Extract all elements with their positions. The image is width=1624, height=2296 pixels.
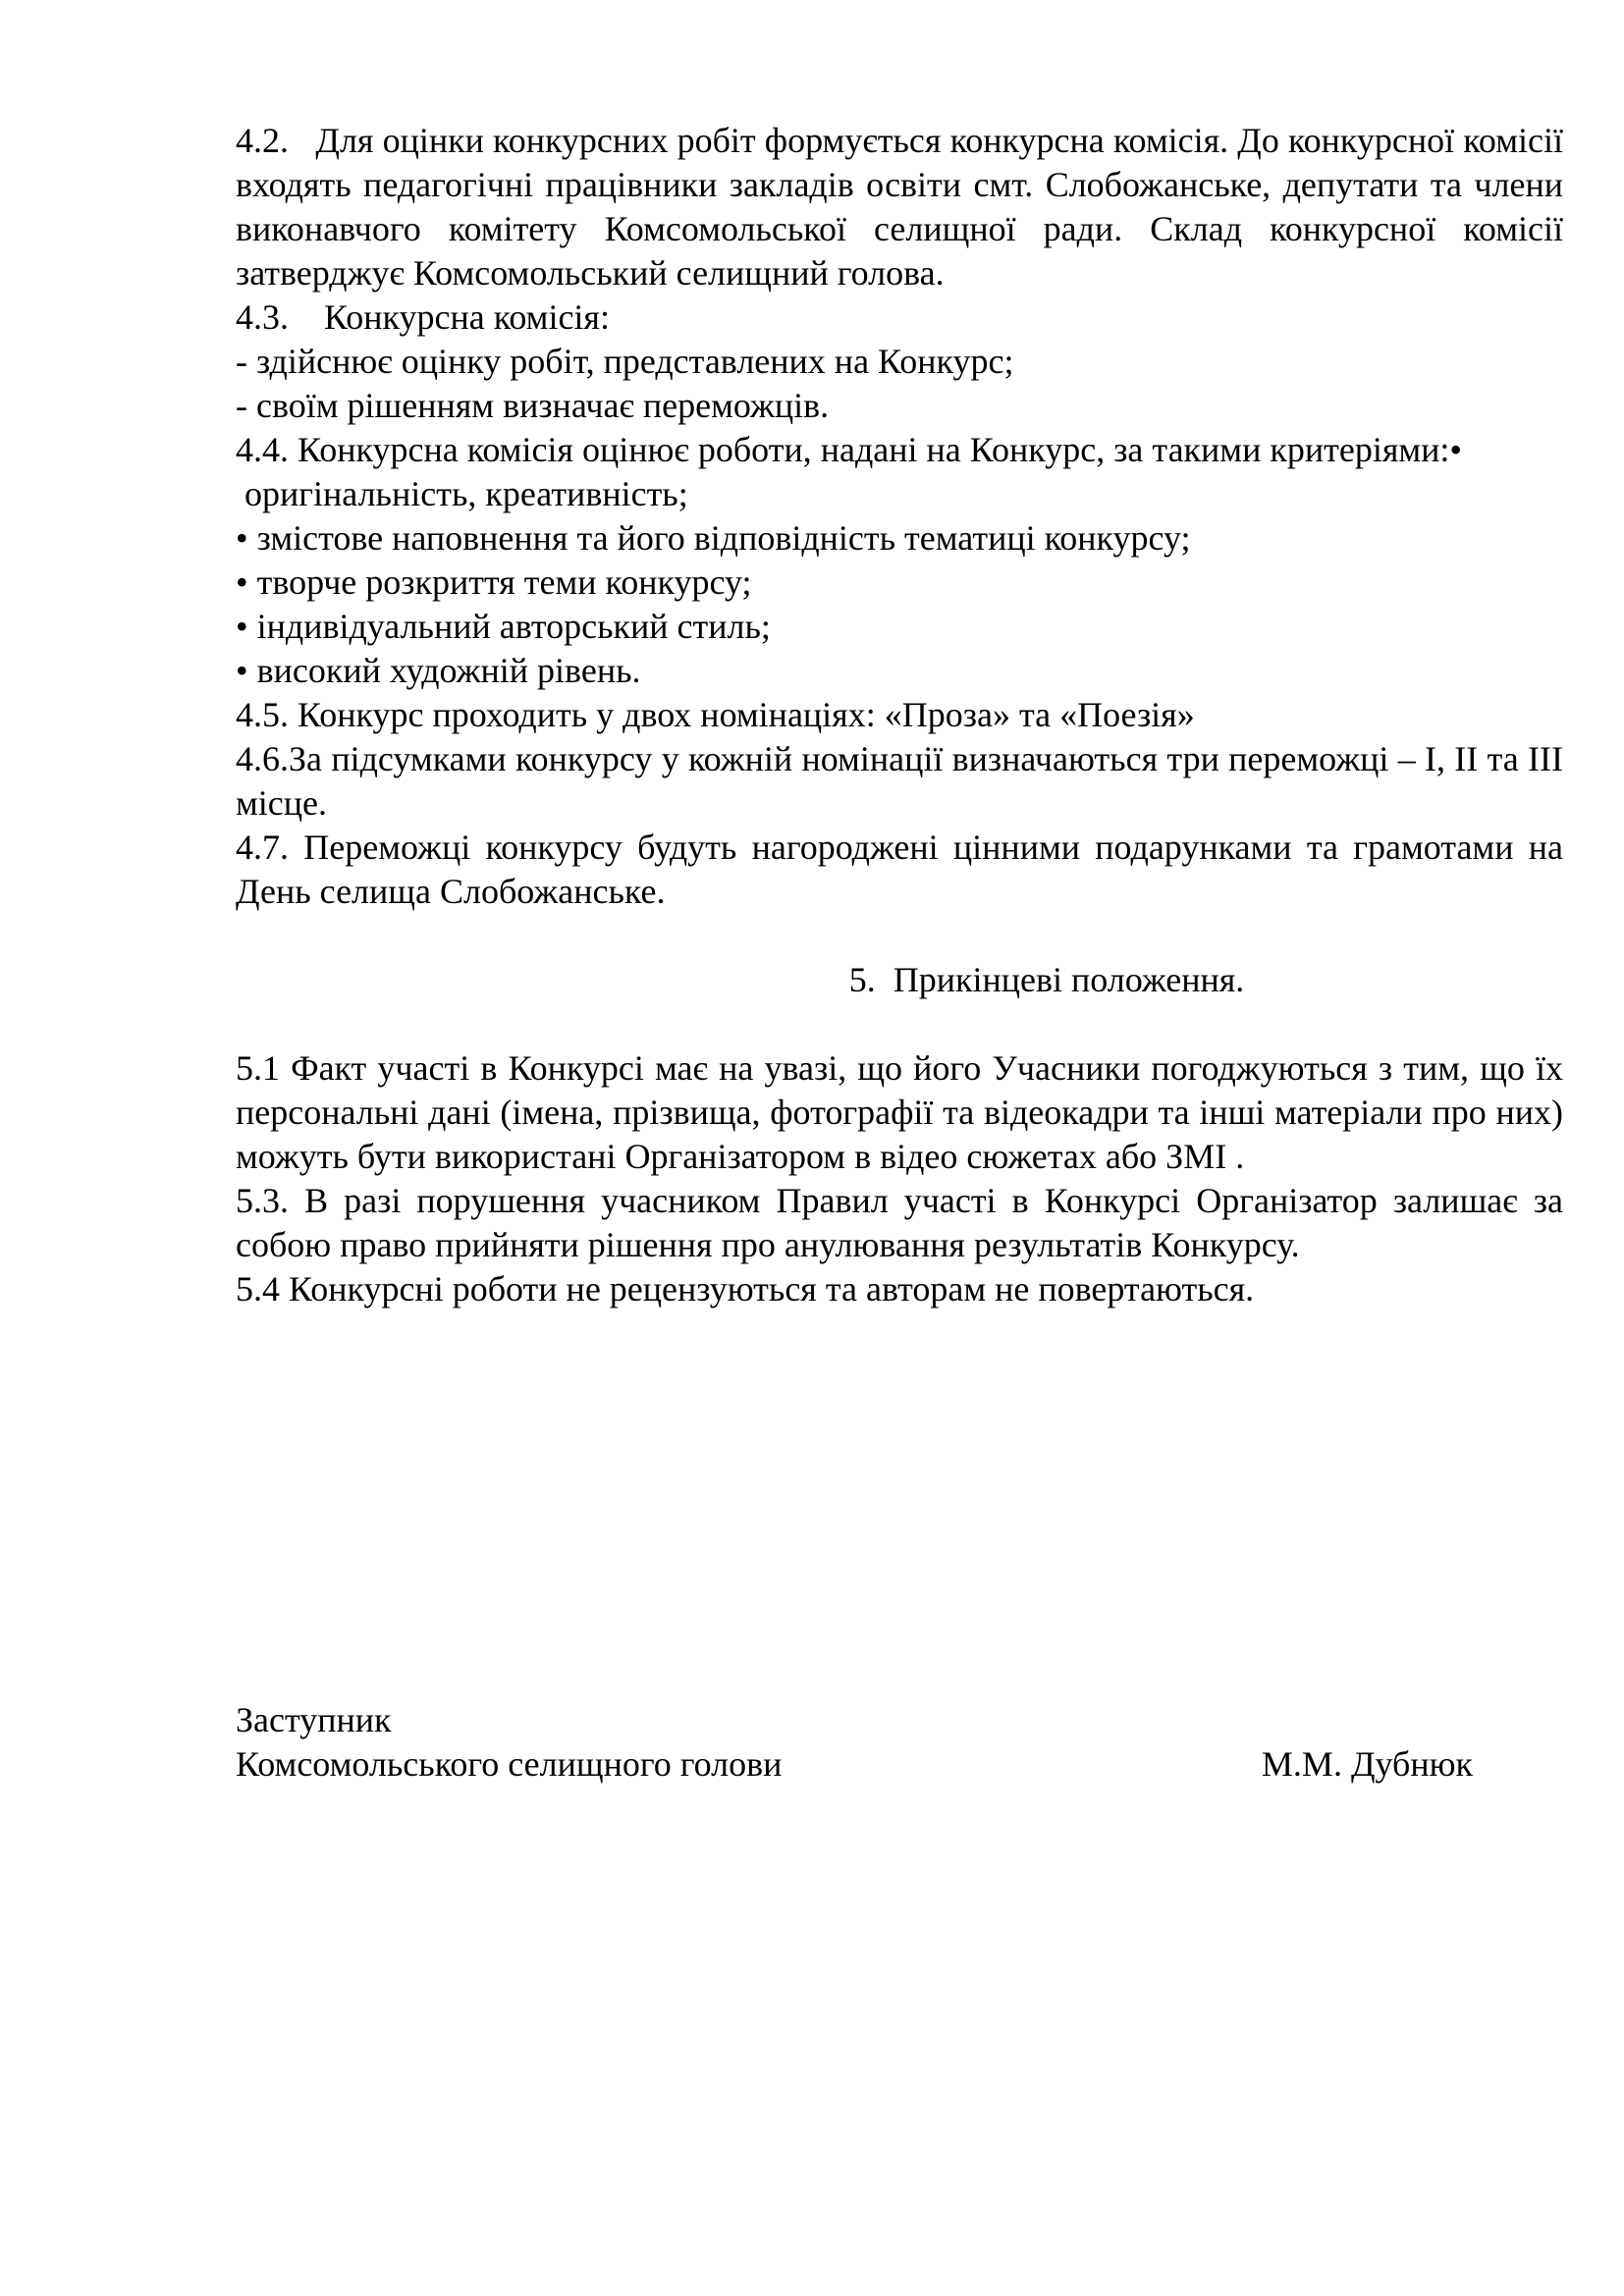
signature-title-line-2: Комсомольського селищного голови [236,1744,783,1784]
signature-row [236,1742,1473,1787]
paragraph-4-7: 4.7. Переможці конкурсу будуть нагороджені цінними подарунками та грамотами на День селища Слобожанське. [236,828,1563,911]
paragraph-4-5: 4.5. Конкурс проходить у двох номінаціях: «Проза» та «Поезія» [236,695,1195,734]
list-item-4-3-2: - своїм рішенням визначає переможців. [236,386,830,425]
paragraph-5-4: 5.4 Конкурсні роботи не рецензуються та авторам не повертаються. [236,1269,1255,1308]
paragraph-5-1: 5.1 Факт участі в Конкурсі має на увазі, що його Учасники погоджуються з тим, що їх персональні дані (імена, прізвища, фотографії та відеокадри та інші матеріали про них) можуть бути використані Організатором в відео сюжетах або ЗМІ . [236,1048,1563,1176]
document-body [236,119,1563,1311]
criteria-item-3: • творче розкриття теми конкурсу; [236,562,752,602]
criteria-item-2: • змістове наповнення та його відповідність тематиці конкурсу; [236,518,1191,558]
criteria-item-4: • індивідуальний авторський стиль; [236,607,771,646]
signatory-name: М.М. Дубнюк [1261,1744,1473,1784]
signature-title-line-1: Заступник [236,1700,392,1739]
paragraph-4-2: 4.2. Для оцінки конкурсних робіт формується конкурсна комісія. До конкурсної комісії входять педагогічні працівники закладів освіти смт. Слобожанське, депутати та члени виконавчого комітету Комсомольської селищної ради. Склад конкурсної комісії затверджує Комсомольський селищний голова. [236,121,1563,293]
criteria-item-1: оригінальність, креативність; [236,474,688,513]
section-5-heading: 5. Прикінцеві положення. [848,960,1245,999]
criteria-item-5: • високий художній рівень. [236,651,641,690]
paragraph-4-4: 4.4. Конкурсна комісія оцінює роботи, надані на Конкурс, за такими критеріями:• [236,430,1463,469]
paragraph-4-6: 4.6.За підсумками конкурсу у кожній номінації визначаються три переможці – I, II та III місце. [236,739,1563,823]
paragraph-4-3: 4.3. Конкурсна комісія: [236,297,610,337]
list-item-4-3-1: - здійснює оцінку робіт, представлених на Конкурс; [236,342,1014,381]
signature-block [236,1698,1473,1787]
paragraph-5-3: 5.3. В разі порушення учасником Правил участі в Конкурсі Організатор залишає за собою право прийняти рішення про анулювання результатів Конкурсу. [236,1181,1563,1264]
